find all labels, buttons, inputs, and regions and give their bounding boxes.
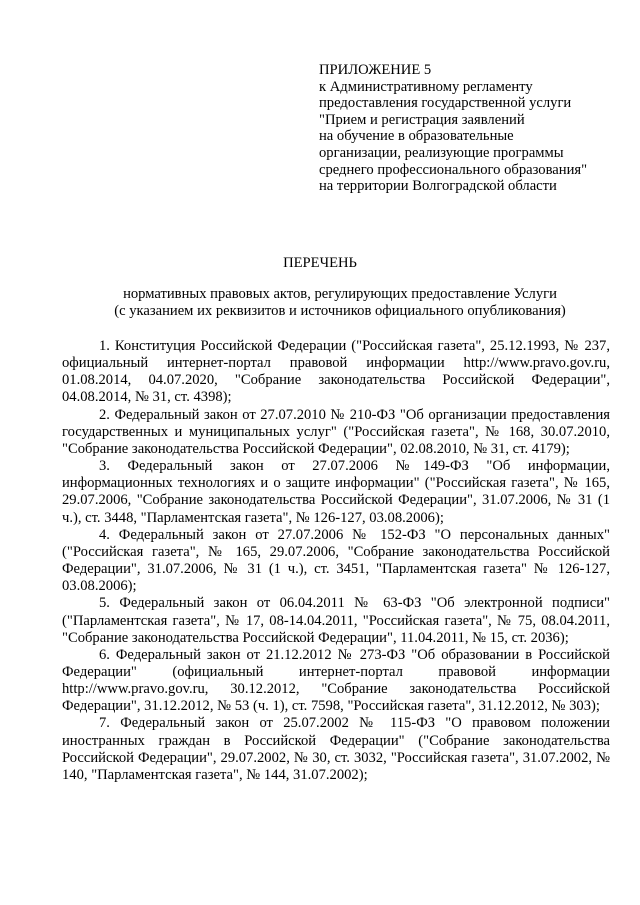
appendix-line: ПРИЛОЖЕНИЕ 5 bbox=[319, 62, 432, 78]
appendix-line: организации, реализующие программы bbox=[319, 144, 564, 161]
document-title: ПЕРЕЧЕНЬ bbox=[283, 255, 357, 271]
list-item: 4. Федеральный закон от 27.07.2006 № 152-ФЗ "О персональных данных" ("Российская газета", № 165, 29.07.2006, "Собрание законодательства Российской Федерации", 31.07.2006, № 31 (1 ч.), ст. 3451, "Парламентская газета" № 126-127, 03.08.2006); bbox=[62, 526, 610, 595]
subtitle-line: нормативных правовых актов, регулирующих предоставление Услуги bbox=[123, 286, 557, 302]
appendix-line: "Прием и регистрация заявлений bbox=[319, 111, 525, 128]
acts-list bbox=[62, 338, 610, 784]
list-item: 6. Федеральный закон от 21.12.2012 № 273-ФЗ "Об образовании в Российской Федерации" (официальный интернет-портал правовой информации http://www.pravo.gov.ru, 30.12.2012, "Собрание законодательства Российской Федерации", 31.12.2012, № 53 (ч. 1), ст. 7598, "Российская газета", 31.12.2012, № 303); bbox=[62, 646, 610, 715]
subtitle-line: (с указанием их реквизитов и источников официального опубликования) bbox=[114, 303, 566, 319]
appendix-line: на территории Волгоградской области bbox=[319, 178, 557, 195]
list-item: 2. Федеральный закон от 27.07.2010 № 210-ФЗ "Об организации предоставления государственных и муниципальных услуг" ("Российская газета", № 168, 30.07.2010, "Собрание законодательства Российской Федерации", 02.08.2010, № 31, ст. 4179); bbox=[62, 406, 610, 457]
list-item: 1. Конституция Российской Федерации ("Российская газета", 25.12.1993, № 237, официальный интернет-портал правовой информации http://www.pravo.gov.ru, 01.08.2014, 04.07.2020, "Собрание законодательства Российской Федерации", 04.08.2014, № 31, ст. 4398); bbox=[62, 338, 610, 406]
list-item: 5. Федеральный закон от 06.04.2011 № 63-ФЗ "Об электронной подписи" ("Парламентская газета", № 17, 08-14.04.2011, "Российская газета", № 75, 08.04.2011, "Собрание законодательства Российской Федерации", 11.04.2011, № 15, ст. 2036); bbox=[62, 595, 610, 646]
appendix-line: среднего профессионального образования" bbox=[319, 161, 588, 178]
appendix-header bbox=[319, 62, 619, 195]
appendix-line: предоставления государственной услуги bbox=[319, 95, 572, 112]
document-subtitle bbox=[60, 286, 620, 320]
appendix-line: к Административному регламенту bbox=[319, 78, 533, 95]
list-item: 3. Федеральный закон от 27.07.2006 №149-ФЗ "Об информации, информационных технологиях и о защите информации" ("Российская газета", № 165, 29.07.2006, "Собрание законодательства Российской Федерации", 31.07.2006, № 31 (1 ч.), ст. 3448, "Парламентская газета", № 126-127, 03.08.2006); bbox=[62, 458, 610, 526]
appendix-line: на обучение в образовательные bbox=[319, 128, 514, 145]
list-item: 7. Федеральный закон от 25.07.2002 № 115-ФЗ "О правовом положении иностранных граждан в Российской Федерации" ("Собрание законодательства Российской Федерации", 29.07.2002, № 30, ст. 3032, "Российская газета", 31.07.2002, № 140, "Парламентская газета", № 144, 31.07.2002); bbox=[62, 715, 610, 783]
